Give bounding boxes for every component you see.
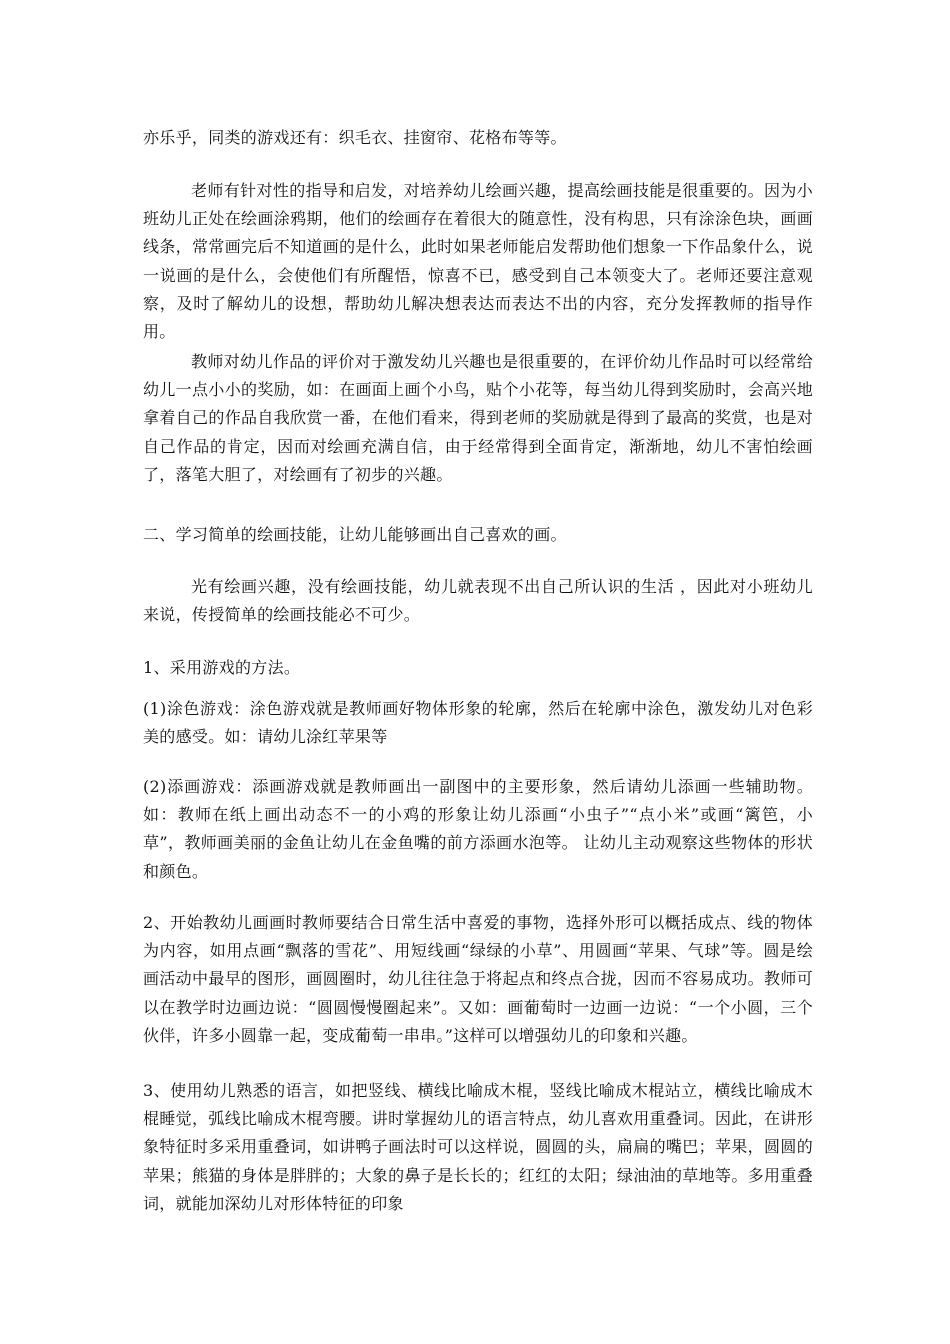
section-heading-2: 二、学习简单的绘画技能，让幼儿能够画出自己喜欢的画。	[143, 525, 567, 544]
paragraph-continuation: 亦乐乎，同类的游戏还有：织毛衣、挂窗帘、花格布等等。	[143, 128, 567, 147]
subheading-game-method: 1、采用游戏的方法。	[143, 658, 301, 677]
paragraph-teacher-evaluation: 教师对幼儿作品的评价对于激发幼儿兴趣也是很重要的，在评价幼儿作品时可以经常给幼儿一点小小的奖励，如：在画面上画个小鸟，贴个小花等，每当幼儿得到奖励时，会高兴地拿着自己的作品自我欣赏一番，在他们看来，得到老师的奖励就是得到了最高的奖赏，也是对自己作品的肯定，因而对绘画充满自信，由于经常得到全面肯定，渐渐地，幼儿不害怕绘画了，落笔大胆了，对绘画有了初步的兴趣。	[143, 352, 813, 484]
paragraph-teacher-guidance: 老师有针对性的指导和启发，对培养幼儿绘画兴趣，提高绘画技能是很重要的。因为小班幼儿正处在绘画涂鸦期，他们的绘画存在着很大的随意性，没有构思，只有涂涂色块，画画线条，常常画完后不知道画的是什么，此时如果老师能启发帮助他们想象一下作品象什么，说一说画的是什么，会使他们有所醒悟，惊喜不已，感受到自己本领变大了。老师还要注意观察，及时了解幼儿的设想，帮助幼儿解决想表达而表达不出的内容，充分发挥教师的指导作用。	[143, 181, 813, 342]
paragraph-familiar-language: 3、使用幼儿熟悉的语言，如把竖线、横线比喻成木棍，竖线比喻成木棍站立，横线比喻成木棍睡觉，弧线比喻成木棍弯腰。讲时掌握幼儿的语言特点，幼儿喜欢用重叠词。因此，在讲形象特征时多采用重叠词，如讲鸭子画法时可以这样说，圆圆的头，扁扁的嘴巴；苹果，圆圆的苹果；熊猫的身体是胖胖的；大象的鼻子是长长的；红红的太阳；绿油油的草地等。多用重叠词，就能加深幼儿对形体特征的印象	[143, 1081, 813, 1213]
paragraph-skills-intro: 光有绘画兴趣，没有绘画技能，幼儿就表现不出自己所认识的生活 ，因此对小班幼儿来说，传授简单的绘画技能必不可少。	[143, 577, 813, 625]
paragraph-coloring-game: (1)涂色游戏：涂色游戏就是教师画好物体形象的轮廓，然后在轮廓中涂色，激发幼儿对色彩美的感受。如：请幼儿涂红苹果等	[143, 699, 813, 747]
paragraph-adding-game: (2)添画游戏：添画游戏就是教师画出一副图中的主要形象，然后请幼儿添画一些辅助物。如：教师在纸上画出动态不一的小鸡的形象让幼儿添画“小虫子”“点小米”或画“篱笆，小草”，教师画美丽的金鱼让幼儿在金鱼嘴的前方添画水泡等。 让幼儿主动观察这些物体的形状和颜色。	[143, 777, 813, 881]
paragraph-daily-life-drawing: 2、开始教幼儿画画时教师要结合日常生活中喜爱的事物，选择外形可以概括成点、线的物体为内容，如用点画“飘落的雪花”、用短线画“绿绿的小草”、用圆画“苹果、气球”等。圆是绘画活动中最早的图形，画圆圈时，幼儿往往急于将起点和终点合拢，因而不容易成功。教师可以在教学时边画边说：“圆圆慢慢圈起来”。又如：画葡萄时一边画一边说：“一个小圆，三个伙伴，许多小圆靠一起，变成葡萄一串串。”这样可以增强幼儿的印象和兴趣。	[143, 913, 813, 1045]
